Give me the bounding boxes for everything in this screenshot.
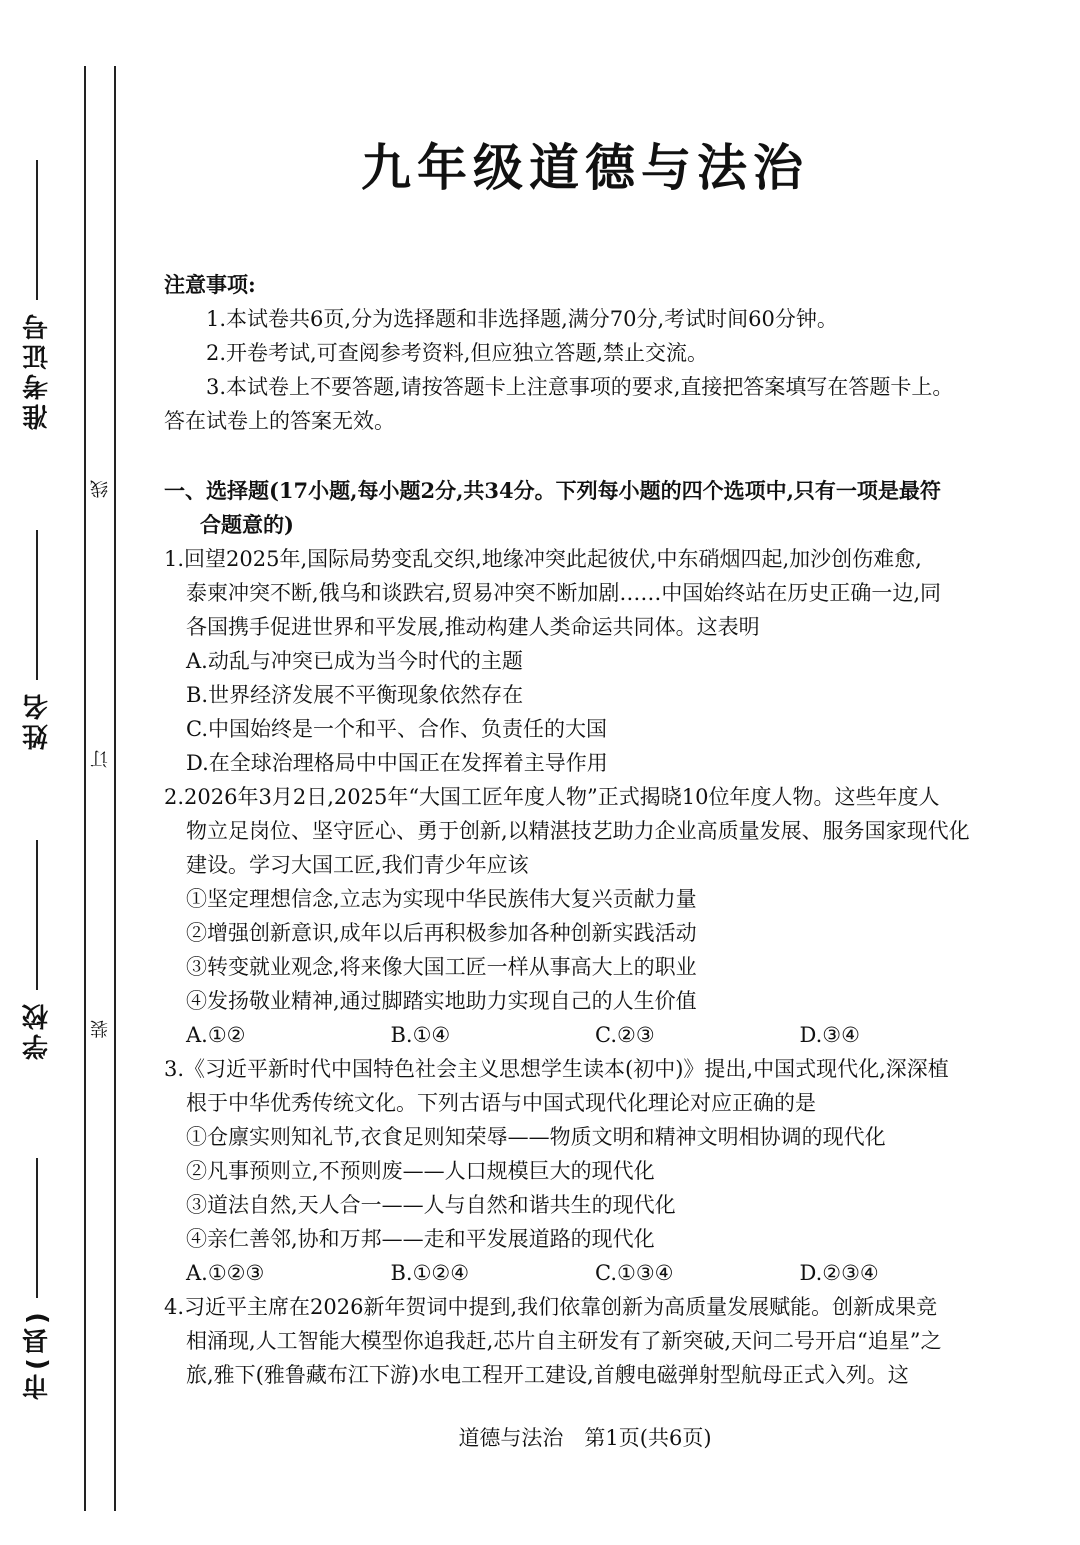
city-field[interactable] bbox=[12, 1130, 62, 1400]
question-3-statement: ①仓廪实则知礼节,衣食足则知荣辱——物质文明和精神文明相协调的现代化 bbox=[186, 1125, 886, 1149]
binding-line-inner bbox=[114, 66, 116, 1511]
question-3-statement: ④亲仁善邻,协和万邦——走和平发展道路的现代化 bbox=[186, 1227, 655, 1251]
notice-item-cont: 答在试卷上的答案无效。 bbox=[164, 409, 395, 433]
question-3-option-c: C.①③④ bbox=[595, 1261, 674, 1285]
section-heading-cont: 合题意的) bbox=[200, 512, 294, 537]
binding-word-line: 线 bbox=[90, 480, 111, 498]
notice-heading: 注意事项: bbox=[164, 272, 256, 297]
name-field[interactable] bbox=[12, 500, 62, 750]
notice-item: 3.本试卷上不要答题,请按答题卡上注意事项的要求,直接把答案填写在答题卡上。 bbox=[206, 375, 954, 399]
page-footer: 道德与法治 第1页(共6页) bbox=[458, 1426, 712, 1450]
question-2-option-a: A.①② bbox=[186, 1023, 246, 1047]
question-1-option-a: A.动乱与冲突已成为当今时代的主题 bbox=[186, 649, 523, 673]
question-3-options bbox=[164, 1256, 1004, 1290]
page-title: 九年级道德与法治 bbox=[361, 139, 809, 197]
question-4-stem: 相涌现,人工智能大模型你追我赶,芯片自主研发有了新突破,天问二号开启“追星”之 bbox=[186, 1329, 942, 1353]
question-2-options bbox=[164, 1018, 1004, 1052]
question-3-statement: ②凡事预则立,不预则废——人口规模巨大的现代化 bbox=[186, 1159, 655, 1183]
section-heading: 一、选择题(17小题,每小题2分,共34分。下列每小题的四个选项中,只有一项是最符 bbox=[164, 478, 941, 503]
notice-item: 1.本试卷共6页,分为选择题和非选择题,满分70分,考试时间60分钟。 bbox=[206, 307, 838, 331]
city-blank[interactable] bbox=[36, 1158, 38, 1298]
question-2-stem: 建设。学习大国工匠,我们青少年应该 bbox=[186, 853, 529, 877]
question-3-statement: ③道法自然,天人合一——人与自然和谐共生的现代化 bbox=[186, 1193, 676, 1217]
question-1-option-c: C.中国始终是一个和平、合作、负责任的大国 bbox=[186, 717, 607, 741]
question-2-option-c: C.②③ bbox=[595, 1023, 655, 1047]
question-1-option-d: D.在全球治理格局中中国正在发挥着主导作用 bbox=[186, 751, 608, 775]
notice-item: 2.开卷考试,可查阅参考资料,但应独立答题,禁止交流。 bbox=[206, 341, 709, 365]
binding-line-outer bbox=[84, 66, 86, 1511]
school-label: 学校 bbox=[22, 1000, 53, 1060]
question-1-option-b: B.世界经济发展不平衡现象依然存在 bbox=[186, 683, 524, 707]
exam-id-label: 准考证号 bbox=[22, 310, 53, 430]
question-3-stem: 3.《习近平新时代中国特色社会主义思想学生读本(初中)》提出,中国式现代化,深深植 bbox=[164, 1057, 949, 1081]
city-label: 市(县) bbox=[22, 1308, 53, 1400]
question-4-stem: 旅,雅下(雅鲁藏布江下游)水电工程开工建设,首艘电磁弹射型航母正式入列。这 bbox=[186, 1363, 909, 1387]
question-2-statement: ④发扬敬业精神,通过脚踏实地助力实现自己的人生价值 bbox=[186, 989, 697, 1013]
school-field[interactable] bbox=[12, 820, 62, 1060]
question-3-option-b: B.①②④ bbox=[390, 1261, 470, 1285]
binding-word-pack: 装 bbox=[90, 1020, 111, 1038]
question-2-stem: 2.2026年3月2日,2025年“大国工匠年度人物”正式揭晓10位年度人物。这些年度人 bbox=[164, 785, 940, 809]
question-2-statement: ②增强创新意识,成年以后再积极参加各种创新实践活动 bbox=[186, 921, 697, 945]
question-1-stem: 泰柬冲突不断,俄乌和谈跌宕,贸易冲突不断加剧……中国始终站在历史正确一边,同 bbox=[186, 581, 942, 605]
question-2-option-b: B.①④ bbox=[390, 1023, 451, 1047]
school-blank[interactable] bbox=[36, 840, 38, 990]
name-label: 姓名 bbox=[22, 690, 53, 750]
question-2-option-d: D.③④ bbox=[799, 1023, 860, 1047]
exam-content bbox=[164, 268, 1004, 1392]
question-1-stem: 1.回望2025年,国际局势变乱交织,地缘冲突此起彼伏,中东硝烟四起,加沙创伤难愈, bbox=[164, 547, 922, 571]
question-3-option-d: D.②③④ bbox=[799, 1261, 879, 1285]
question-4-stem: 4.习近平主席在2026新年贺词中提到,我们依靠创新为高质量发展赋能。创新成果竞 bbox=[164, 1295, 938, 1319]
question-2-stem: 物立足岗位、坚守匠心、勇于创新,以精湛技艺助力企业高质量发展、服务国家现代化 bbox=[186, 819, 970, 843]
question-3-option-a: A.①②③ bbox=[186, 1261, 265, 1285]
binding-word-bind: 订 bbox=[90, 750, 111, 768]
name-blank[interactable] bbox=[36, 530, 38, 680]
question-2-statement: ①坚定理想信念,立志为实现中华民族伟大复兴贡献力量 bbox=[186, 887, 697, 911]
question-2-statement: ③转变就业观念,将来像大国工匠一样从事高大上的职业 bbox=[186, 955, 697, 979]
question-3-stem: 根于中华优秀传统文化。下列古语与中国式现代化理论对应正确的是 bbox=[186, 1091, 816, 1115]
question-1-stem: 各国携手促进世界和平发展,推动构建人类命运共同体。这表明 bbox=[186, 615, 760, 639]
